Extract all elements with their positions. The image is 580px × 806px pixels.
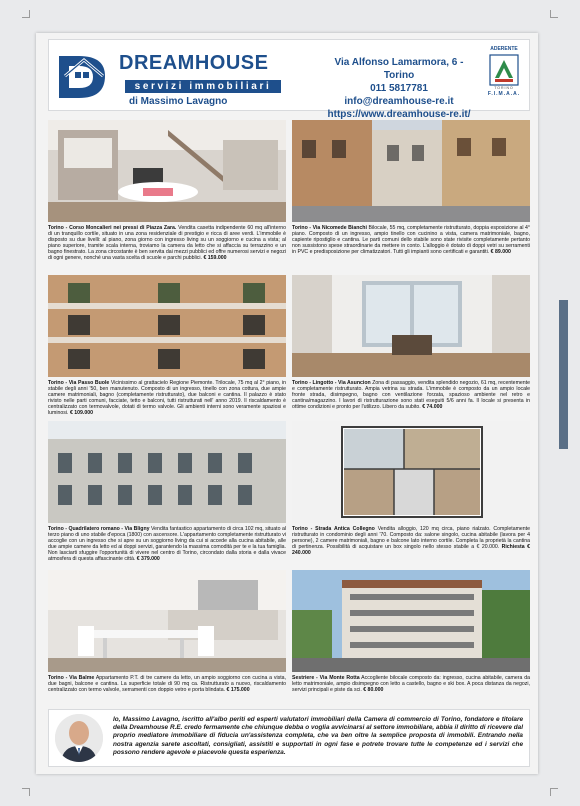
listing-description bbox=[292, 526, 530, 556]
listing-title: Torino - Via Passo Buole bbox=[48, 380, 110, 386]
listing-title: Torino - Strada Antica Collegno bbox=[292, 526, 375, 532]
listing-description bbox=[48, 380, 286, 417]
header-banner bbox=[48, 39, 530, 120]
listing-photo bbox=[48, 120, 286, 222]
listing-price: € 80.000 bbox=[363, 687, 384, 694]
listing-description bbox=[48, 526, 286, 563]
brand-subtitle: servizi immobiliari bbox=[125, 80, 281, 93]
fimaa-badge bbox=[481, 46, 527, 104]
listing-price: € 379.000 bbox=[136, 556, 160, 563]
badge-name: F.I.M.A.A. bbox=[487, 91, 521, 97]
listing-description bbox=[48, 675, 286, 693]
listing-photo bbox=[292, 275, 530, 377]
listing-text: Zona di passaggio, vendita splendido negozio, 61 mq, recentemente e completamente ristrutturato. Ampia vetrina su strada. L'immobile è composto da un ampio locale fronte strada, disimpegno, bagno con ventilazione forzata, spazioso ambiente nel retro e cantina/magazzino. I lavori di ristrutturazione sono stati eseguiti 5/6 anni fa. Il locale si presenta in ottime condizioni e pronto per l'utilizzo. Libero da subito. bbox=[292, 380, 530, 411]
website-link[interactable]: https://www.dreamhouse-re.it/ bbox=[327, 109, 471, 120]
listing-price: € 175.000 bbox=[226, 687, 250, 694]
agent-avatar bbox=[55, 714, 103, 762]
listing-description bbox=[292, 675, 530, 693]
agent-bio-box bbox=[48, 709, 530, 767]
page-edge-bar bbox=[559, 300, 568, 449]
listing-photo bbox=[48, 275, 286, 377]
listing-price: € 159.000 bbox=[203, 255, 227, 262]
dreamhouse-logo-icon bbox=[55, 46, 113, 102]
listing-text: Vendita fantastico appartamento di circa 102 mq, situato al terzo piano di uno stabile d'epoca (1800) con ascensore. L'appartamento completamente ristrutturato vi accoglie con un ingresso che si apre su un soggiorno living da cui si accede alla cucina abitabile, alle due ampie camere da letto ed ai doppi servizi, garantendo la massima comodità per te e la tua famiglia. Non lasciarti sfuggire l'opportunità di vivere nel centro di Torino, circondato dalla storia e dalla vivace atmosfera di questa affascinante città. bbox=[48, 526, 286, 563]
listing-title: Torino - Via Nicomede Bianchi bbox=[292, 225, 367, 231]
crop-mark bbox=[550, 10, 558, 18]
email-link[interactable]: info@dreamhouse-re.it bbox=[344, 96, 454, 107]
listing-photo bbox=[292, 120, 530, 222]
fimaa-logo-icon bbox=[489, 54, 519, 86]
listing-description bbox=[48, 225, 286, 262]
address-text: Via Alfonso Lamarmora, 6 - Torino bbox=[334, 57, 464, 81]
crop-mark bbox=[550, 788, 558, 796]
brand-owner: di Massimo Lavagno bbox=[129, 96, 228, 107]
listing-price: € 109.000 bbox=[69, 410, 94, 417]
crop-mark bbox=[22, 10, 30, 18]
listing-price: Richiesta € 240.000 bbox=[292, 544, 530, 557]
phone-text: 011 5817781 bbox=[370, 83, 428, 94]
listing-description bbox=[292, 380, 530, 410]
listing-text: Vendita casetta indipendente 60 mq all'interno di un tranquillo cortile, situato in una zona residenziale di prestigio e ricca di aree verdi. L'immobile è disposto su due livelli: al piano, zona giorno con ingresso living su un soggiorno e cucina a vista; al piano superiore, tramite scala interna, troviamo la camera da letto che si affaccia su terrazzino e un bagno finestrato. La zona circostante è ben servita dai mezzi pubblici ed offre numerosi servizi e negozi di ogni genere, nonché una vasta scelta di scuole e parchi pubblici. bbox=[48, 225, 286, 262]
listing-title: Torino - Via Balme bbox=[48, 675, 95, 681]
agent-bio-text: Io, Massimo Lavagno, iscritto all'albo periti ed esperti valutatori immobiliari della Camera di commercio di Torino, fondatore e titolare della Dreamhouse R.E. credo fermamente che chiunque debba o voglia avvicinarsi al settore immobiliare, abbia il diritto di ricevere dal proprio mediatore immobiliare di fiducia un'assistenza completa, che va ben oltre la semplice proposta di immobili. Entrando nella nostra agenzia sarete ascoltati, consigliati, assistiti e supportati in ogni fase e potrete trovare tutte le competenze ed i servizi che possono rendere agevole e piacevole questa esperienza. bbox=[113, 716, 523, 756]
listing-title: Sestriere - Via Monte Rotta bbox=[292, 675, 360, 681]
listing-description bbox=[292, 225, 530, 255]
listing-price: € 74.000 bbox=[422, 404, 443, 411]
brand-name: DREAMHOUSE bbox=[119, 52, 269, 74]
listing-photo bbox=[292, 421, 530, 523]
flyer-page bbox=[36, 33, 538, 774]
listing-photo bbox=[48, 570, 286, 672]
listing-title: Torino - Lingotto - Via Asuncion bbox=[292, 380, 371, 386]
listing-text: Vicinissimo al grattacielo Regione Piemonte. Trilocale, 75 mq al 2° piano, in stabile degli anni '50, ben manutenuto. Composto di un ingresso, tinello con zona cottura, due ampie camere matrimoniali, bagno (completamente ristrutturato), due balconi e cantina. Il palazzo è stato rivisto nelle parti comuni, facciate, tetto e balconi, tutti ristrutturati nell' anno 2019. Il riscaldamento è centralizzato con termovalvole, dotati di termo valvole. Gli ambienti interni sono veramente spaziosi e luminosi. bbox=[48, 380, 286, 417]
listing-photo bbox=[48, 421, 286, 523]
listing-text: Bilocale, 55 mq, completamente ristrutturato, doppia esposizione al 4° piano. Composto di un ingresso, ampio tinello con cucinino a vista, camera matrimoniale, bagno, capiente ripostiglio e cantina. Le parti comuni dello stabile sono state rivisite completamente pertanto non sussistono spese straordinarie da mettere in conto. L'alloggio è dotato di doppi vetri su serramenti in PVC e predisposizione per climatizzatori. Tutti gli impianti sono certificati e garantiti. bbox=[292, 225, 531, 256]
listing-title: Torino - Corso Moncalieri nei pressi di Piazza Zara. bbox=[48, 225, 177, 231]
crop-mark bbox=[22, 788, 30, 796]
listing-text: Appartamento P.T. di tre camere da letto, un ampio soggiorno con cucina a vista, due bagni, balcone e cantina. La superficie totale di 90 mq ca. Ristrutturato a nuovo, riscaldamento centralizzato con termo valvole, serramenti con doppio vetro e porta blindata. bbox=[48, 675, 287, 694]
listing-price: € 89.000 bbox=[490, 249, 511, 256]
listing-text: Vendita alloggio, 120 mq circa, piano rialzato. Completamente ristrutturato in condominio degli anni '70. Composto da: salone singolo, cucina abitabile (lavora per 4 persone), 2 camere matrimoniali, bagno e balcone lato interno cortile. Completa la proprietà la cantina di pertinenza. Possibilità di acquistare un box singolo nello stesso stabile a € 20.000. bbox=[292, 526, 530, 551]
listing-photo bbox=[292, 570, 530, 672]
badge-label: ADERENTE bbox=[490, 46, 518, 52]
contact-block bbox=[324, 56, 474, 121]
listing-text: Accogliente bilocale composto da: ingresso, cucina abitabile, camera da letto matrimoniale, ampio disimpegno con letto a castello, bagno e ski box. A poca distanza da negozi, servizi principali e piste da sci. bbox=[292, 675, 530, 694]
listing-title: Torino - Quadrilatero romano - Via Bligny bbox=[48, 526, 150, 532]
badge-city: TORINO bbox=[494, 86, 514, 90]
